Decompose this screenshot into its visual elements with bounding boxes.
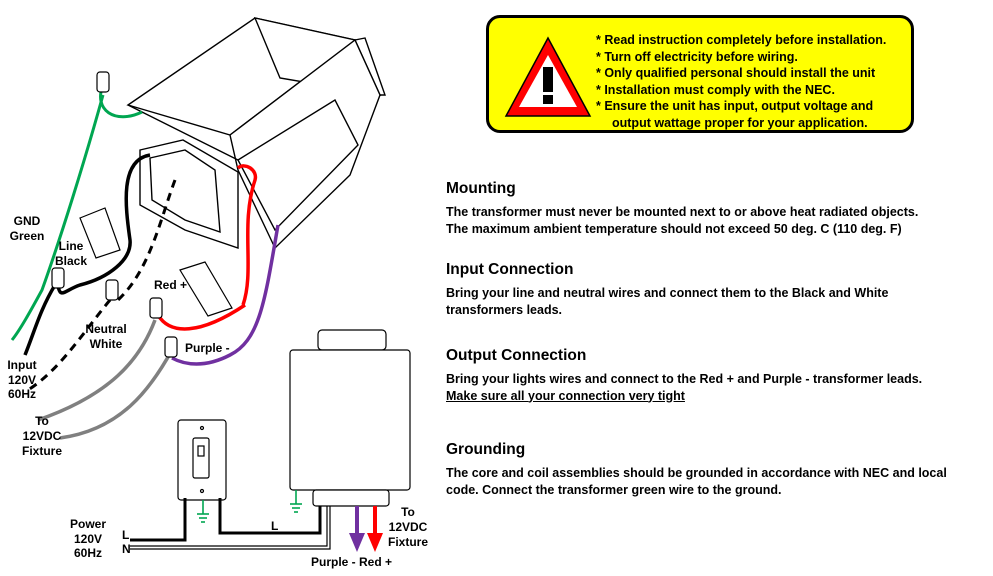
svg-text:Neutral: Neutral — [85, 322, 127, 336]
svg-text:Line: Line — [58, 239, 84, 253]
transformer-box — [290, 330, 410, 506]
fixture2-label — [388, 505, 428, 549]
svg-text:Fixture: Fixture — [387, 535, 429, 549]
section-title: Output Connection — [446, 347, 587, 364]
section-text: Make sure all your connection very tight — [446, 388, 685, 403]
svg-text:Green: Green — [9, 229, 45, 243]
warning-line: output wattage proper for your application. — [612, 115, 868, 130]
red-label: Red + — [154, 278, 188, 292]
l-label: L — [122, 528, 130, 542]
purple-label: Purple - — [185, 341, 230, 355]
section-text: Bring your line and neutral wires and connect them to the Black and White — [446, 286, 889, 300]
svg-text:To: To — [401, 505, 415, 519]
svg-text:12VDC: 12VDC — [22, 429, 62, 443]
l-mid-label: L — [271, 519, 279, 533]
svg-text:Input: Input — [7, 358, 37, 372]
warning-triangle-icon — [504, 35, 592, 119]
section-text: transformers leads. — [446, 302, 563, 317]
power-label — [70, 517, 106, 560]
svg-text:White: White — [89, 337, 123, 351]
n-label: N — [122, 542, 131, 556]
purple-red-label: Purple - Red + — [311, 555, 393, 569]
warning-box — [486, 15, 914, 133]
dimmer-switch — [178, 420, 226, 500]
warning-line: * Only qualified personal should install the unit — [596, 66, 876, 81]
gnd-label — [10, 214, 45, 243]
warning-line: * Installation must comply with the NEC. — [596, 82, 835, 97]
svg-text:120V: 120V — [73, 532, 103, 546]
section-text: The maximum ambient temperature should not exceed 50 deg. C (110 deg. F) — [446, 221, 902, 236]
svg-text:Fixture: Fixture — [21, 444, 63, 458]
svg-text:GND: GND — [13, 214, 41, 228]
warning-line: * Ensure the unit has input, output voltage and — [596, 99, 874, 114]
input-section — [446, 261, 986, 318]
section-text: The transformer must never be mounted next to or above heat radiated objects. — [446, 205, 919, 219]
warning-line: * Read instruction completely before installation. — [596, 33, 887, 47]
neutral-line — [130, 506, 330, 549]
section-text: code. Connect the transformer green wire to the ground. — [446, 482, 782, 497]
section-title: Grounding — [446, 441, 526, 458]
section-title: Input Connection — [446, 261, 574, 278]
output-section — [446, 347, 986, 404]
output-arrows — [349, 506, 383, 552]
line-label — [55, 239, 87, 268]
transformer-unit — [128, 18, 385, 248]
section-text: Bring your lights wires and connect to the Red + and Purple - transformer leads. — [446, 372, 923, 386]
warning-list — [596, 32, 916, 132]
svg-text:120V: 120V — [7, 373, 37, 387]
section-title: Mounting — [446, 180, 516, 197]
svg-text:60Hz: 60Hz — [73, 546, 103, 560]
svg-text:12VDC: 12VDC — [388, 520, 428, 534]
svg-text:Black: Black — [54, 254, 88, 268]
section-text: The core and coil assemblies should be grounded in accordance with NEC and local — [446, 466, 947, 480]
fixture-label — [22, 414, 62, 458]
svg-text:To: To — [35, 414, 49, 428]
svg-text:Power: Power — [69, 517, 107, 531]
warning-line: * Turn off electricity before wiring. — [596, 49, 798, 64]
gnd-wire — [9, 85, 142, 340]
grounding-section — [446, 441, 986, 498]
input-label — [7, 358, 36, 401]
neutral-label — [85, 322, 126, 351]
svg-text:60Hz: 60Hz — [7, 387, 37, 401]
mounting-section — [446, 180, 986, 237]
